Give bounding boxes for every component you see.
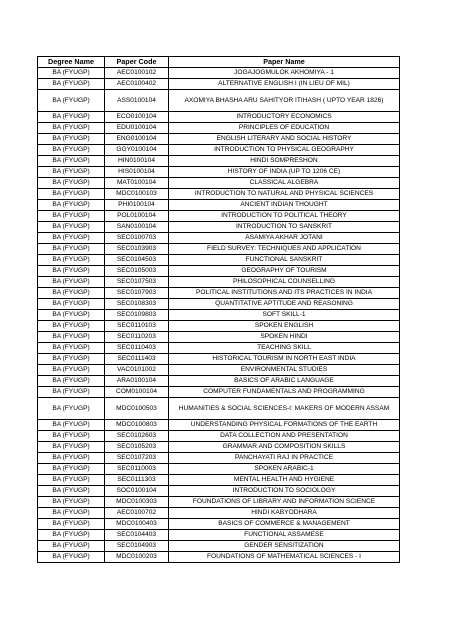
paper-code-cell: ARA0100104 (105, 376, 169, 387)
paper-code-cell: SEC0103903 (105, 244, 169, 255)
degree-cell: BA (FYUGP) (38, 156, 105, 167)
paper-name-cell: PRINCIPLES OF EDUCATION (169, 123, 400, 134)
paper-code-cell: AEC0100402 (105, 79, 169, 90)
degree-cell: BA (FYUGP) (38, 189, 105, 200)
table-row (38, 244, 400, 255)
paper-name-cell: FOUNDATIONS OF MATHEMATICAL SCIENCES - I (169, 552, 400, 563)
paper-name-cell: FOUNDATIONS OF LIBRARY AND INFORMATION SCIENCE (169, 497, 400, 508)
degree-cell: BA (FYUGP) (38, 376, 105, 387)
paper-name-cell: SOFT SKILL-1 (169, 310, 400, 321)
paper-name-cell: GRAMMAR AND COMPOSITION SKILLS (169, 442, 400, 453)
paper-code-cell: SEC0111303 (105, 475, 169, 486)
header-paper-name: Paper Name (169, 57, 400, 68)
paper-code-cell: AEC0100702 (105, 508, 169, 519)
table-row (38, 189, 400, 200)
table-row (38, 288, 400, 299)
paper-name-cell: SPOKEN ARABIC-1 (169, 464, 400, 475)
table-row (38, 134, 400, 145)
paper-code-cell: PHI0100104 (105, 200, 169, 211)
paper-code-cell: MDC0100103 (105, 189, 169, 200)
paper-name-cell: INTRODUCTION TO SOCIOLOGY (169, 486, 400, 497)
table-row (38, 299, 400, 310)
table-row (38, 464, 400, 475)
degree-cell: BA (FYUGP) (38, 321, 105, 332)
paper-name-cell: PHILOSOPHICAL COUNSELLING (169, 277, 400, 288)
paper-code-cell: EDU0100104 (105, 123, 169, 134)
paper-code-cell: SEC0104403 (105, 530, 169, 541)
degree-cell: BA (FYUGP) (38, 530, 105, 541)
degree-cell: BA (FYUGP) (38, 310, 105, 321)
paper-name-cell: SPOKEN ENGLISH (169, 321, 400, 332)
table-row (38, 343, 400, 354)
table-row (38, 178, 400, 189)
paper-code-cell: MDC0100403 (105, 519, 169, 530)
table-row (38, 486, 400, 497)
paper-code-cell: HIN0100104 (105, 156, 169, 167)
degree-cell: BA (FYUGP) (38, 475, 105, 486)
degree-cell: BA (FYUGP) (38, 68, 105, 79)
paper-code-cell: POL0100104 (105, 211, 169, 222)
degree-cell: BA (FYUGP) (38, 420, 105, 431)
paper-name-cell: JOGAJOGMULOK AKHOMIYA - 1 (169, 68, 400, 79)
table-row (38, 398, 400, 420)
degree-cell: BA (FYUGP) (38, 222, 105, 233)
paper-name-cell: INTRODUCTION TO POLITICAL THEORY (169, 211, 400, 222)
paper-name-cell: ALTERNATIVE ENGLISH I (IN LIEU OF MIL) (169, 79, 400, 90)
paper-name-cell: HISTORICAL TOURISM IN NORTH EAST INDIA (169, 354, 400, 365)
table-row (38, 387, 400, 398)
table-row (38, 420, 400, 431)
degree-cell: BA (FYUGP) (38, 178, 105, 189)
table-row (38, 112, 400, 123)
table-row (38, 79, 400, 90)
paper-code-cell: ENG0100104 (105, 134, 169, 145)
table-row (38, 266, 400, 277)
paper-name-cell: INTRODUCTION TO PHYSICAL GEOGRAPHY (169, 145, 400, 156)
table-row (38, 156, 400, 167)
paper-code-cell: SEC0105003 (105, 266, 169, 277)
paper-name-cell: INTRODUCTION TO NATURAL AND PHYSICAL SCIENCES (169, 189, 400, 200)
paper-name-cell: SPOKEN HINDI (169, 332, 400, 343)
paper-name-cell: AXOMIYA BHASHA ARU SAHITYOR ITIHASH ( UPTO YEAR 1826) (169, 90, 400, 112)
paper-code-cell: MDC0100303 (105, 497, 169, 508)
degree-cell: BA (FYUGP) (38, 299, 105, 310)
paper-name-cell: TEACHING SKILL (169, 343, 400, 354)
degree-cell: BA (FYUGP) (38, 112, 105, 123)
table-row (38, 332, 400, 343)
table-row (38, 200, 400, 211)
paper-code-cell: SEC0107503 (105, 277, 169, 288)
degree-cell: BA (FYUGP) (38, 442, 105, 453)
header-degree-name: Degree Name (38, 57, 105, 68)
paper-name-cell: UNDERSTANDING PHYSICAL FORMATIONS OF THE EARTH (169, 420, 400, 431)
table-row (38, 145, 400, 156)
paper-code-cell: SEC0104903 (105, 541, 169, 552)
table-row (38, 123, 400, 134)
table-row (38, 431, 400, 442)
degree-cell: BA (FYUGP) (38, 552, 105, 563)
paper-name-cell: MENTAL HEALTH AND HYGIENE (169, 475, 400, 486)
paper-name-cell: HINDI KABYODHARA (169, 508, 400, 519)
paper-name-cell: ASAMIYA AKHAR JOTANI (169, 233, 400, 244)
degree-cell: BA (FYUGP) (38, 244, 105, 255)
paper-name-cell: FIELD SURVEY: TECHNIQUES AND APPLICATION (169, 244, 400, 255)
paper-name-cell: DATA COLLECTION AND PRESENTATION (169, 431, 400, 442)
table-row (38, 552, 400, 563)
paper-name-cell: INTRODUCTION TO SANSKRIT (169, 222, 400, 233)
degree-cell: BA (FYUGP) (38, 79, 105, 90)
paper-code-cell: SEC0108303 (105, 299, 169, 310)
paper-name-cell: BASICS OF ARABIC LANGUAGE (169, 376, 400, 387)
paper-code-cell: SEC0111403 (105, 354, 169, 365)
table-row (38, 530, 400, 541)
table-row (38, 211, 400, 222)
table-row (38, 365, 400, 376)
paper-code-cell: SEC0110403 (105, 343, 169, 354)
degree-cell: BA (FYUGP) (38, 387, 105, 398)
table-row (38, 508, 400, 519)
degree-cell: BA (FYUGP) (38, 453, 105, 464)
table-body (38, 68, 400, 563)
degree-cell: BA (FYUGP) (38, 464, 105, 475)
paper-code-cell: SEC0107203 (105, 453, 169, 464)
paper-code-cell: SAN0100104 (105, 222, 169, 233)
degree-cell: BA (FYUGP) (38, 255, 105, 266)
paper-code-cell: SEC0110003 (105, 464, 169, 475)
table-row (38, 277, 400, 288)
degree-cell: BA (FYUGP) (38, 211, 105, 222)
paper-name-cell: ENVIRONMENTAL STUDIES (169, 365, 400, 376)
degree-cell: BA (FYUGP) (38, 497, 105, 508)
paper-name-cell: FUNCTIONAL ASSAMESE (169, 530, 400, 541)
paper-name-cell: INTRODUCTORY ECONOMICS (169, 112, 400, 123)
degree-cell: BA (FYUGP) (38, 288, 105, 299)
paper-code-cell: SEC0109803 (105, 310, 169, 321)
degree-cell: BA (FYUGP) (38, 134, 105, 145)
degree-cell: BA (FYUGP) (38, 233, 105, 244)
paper-code-cell: COM0100104 (105, 387, 169, 398)
degree-cell: BA (FYUGP) (38, 200, 105, 211)
table-header-row (38, 57, 400, 68)
paper-code-cell: VAC0101002 (105, 365, 169, 376)
table-row (38, 222, 400, 233)
table-row (38, 519, 400, 530)
degree-cell: BA (FYUGP) (38, 365, 105, 376)
paper-name-cell: QUANTITATIVE APTITUDE AND REASONING (169, 299, 400, 310)
degree-cell: BA (FYUGP) (38, 519, 105, 530)
paper-code-cell: SEC0104503 (105, 255, 169, 266)
table-row (38, 90, 400, 112)
paper-code-cell: ASS0100104 (105, 90, 169, 112)
table-row (38, 442, 400, 453)
degree-cell: BA (FYUGP) (38, 123, 105, 134)
paper-code-cell: GGY0100104 (105, 145, 169, 156)
paper-name-cell: COMPUTER FUNDAMENTALS AND PROGRAMMING (169, 387, 400, 398)
paper-code-cell: MDC0100503 (105, 398, 169, 420)
paper-code-cell: SEC0110103 (105, 321, 169, 332)
paper-code-cell: MAT0100104 (105, 178, 169, 189)
table-row (38, 497, 400, 508)
degree-cell: BA (FYUGP) (38, 90, 105, 112)
degree-cell: BA (FYUGP) (38, 541, 105, 552)
table-row (38, 233, 400, 244)
table-row (38, 167, 400, 178)
table-row (38, 453, 400, 464)
table-row (38, 541, 400, 552)
degree-cell: BA (FYUGP) (38, 167, 105, 178)
degree-cell: BA (FYUGP) (38, 145, 105, 156)
paper-code-cell: SEC0105203 (105, 442, 169, 453)
paper-code-cell: SEC0100703 (105, 233, 169, 244)
paper-code-cell: ECO0100104 (105, 112, 169, 123)
paper-code-cell: SEC0102603 (105, 431, 169, 442)
paper-code-cell: MDC0100803 (105, 420, 169, 431)
paper-name-cell: HISTORY OF INDIA (UP TO 1206 CE) (169, 167, 400, 178)
paper-name-cell: ANCIENT INDIAN THOUGHT (169, 200, 400, 211)
paper-name-cell: PANCHAYATI RAJ IN PRACTICE (169, 453, 400, 464)
paper-name-cell: CLASSICAL ALGEBRA (169, 178, 400, 189)
table-row (38, 310, 400, 321)
paper-name-cell: HINDI SOMPRESHON (169, 156, 400, 167)
paper-code-cell: SEC0107903 (105, 288, 169, 299)
paper-code-cell: SOC0100104 (105, 486, 169, 497)
paper-name-cell: FUNCTIONAL SANSKRIT (169, 255, 400, 266)
degree-cell: BA (FYUGP) (38, 431, 105, 442)
degree-cell: BA (FYUGP) (38, 354, 105, 365)
paper-code-cell: AEC0100102 (105, 68, 169, 79)
degree-cell: BA (FYUGP) (38, 508, 105, 519)
table-row (38, 475, 400, 486)
table-row (38, 321, 400, 332)
paper-name-cell: GEOGRAPHY OF TOURISM (169, 266, 400, 277)
paper-name-cell: POLITICAL INSTITUTIONS AND ITS PRACTICES IN INDIA (169, 288, 400, 299)
paper-name-cell: ENGLISH LITERARY AND SOCIAL HISTORY (169, 134, 400, 145)
table-row (38, 68, 400, 79)
degree-cell: BA (FYUGP) (38, 277, 105, 288)
paper-name-cell: GENDER SENSITIZATION (169, 541, 400, 552)
table-row (38, 354, 400, 365)
paper-code-cell: SEC0110203 (105, 332, 169, 343)
table-row (38, 255, 400, 266)
degree-cell: BA (FYUGP) (38, 343, 105, 354)
header-paper-code: Paper Code (105, 57, 169, 68)
paper-name-cell: BASICS OF COMMERCE & MANAGEMENT (169, 519, 400, 530)
table-row (38, 376, 400, 387)
paper-code-cell: MDC0100203 (105, 552, 169, 563)
paper-code-cell: HIS0100104 (105, 167, 169, 178)
degree-cell: BA (FYUGP) (38, 398, 105, 420)
paper-name-cell: HUMANITIES & SOCIAL SCIENCES-I: MAKERS OF MODERN ASSAM (169, 398, 400, 420)
degree-cell: BA (FYUGP) (38, 332, 105, 343)
degree-cell: BA (FYUGP) (38, 486, 105, 497)
papers-table (37, 56, 400, 563)
document-page (37, 56, 400, 563)
degree-cell: BA (FYUGP) (38, 266, 105, 277)
